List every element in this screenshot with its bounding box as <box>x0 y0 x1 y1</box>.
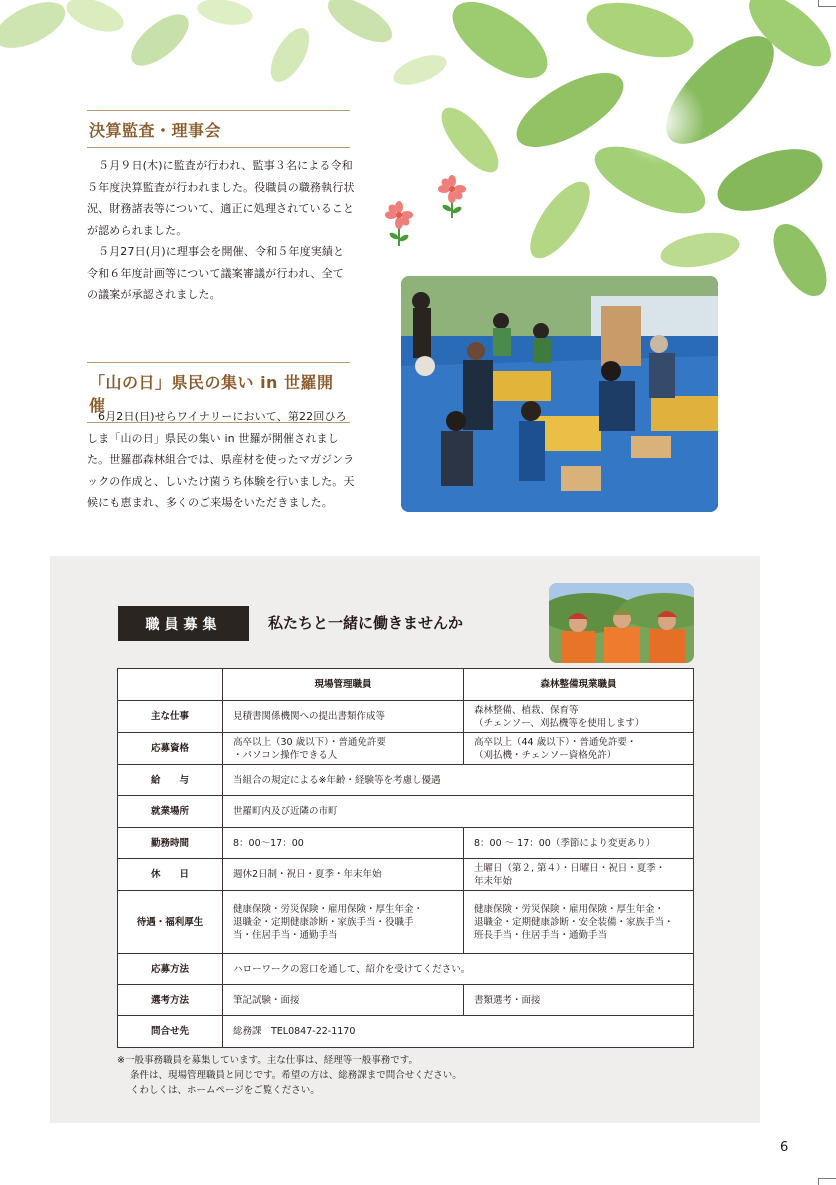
event-photo <box>401 276 718 512</box>
row-head: 休 日 <box>118 859 223 891</box>
table-row <box>118 1016 694 1048</box>
table-row <box>118 954 694 985</box>
audit-paragraph: ５月９日(木)に監査が行われ、監事３名による令和５年度決算監査が行われました。役職員の職務執行状況、財務諸表等について、適正に処理されていることが認められました。 <box>87 159 355 237</box>
audit-title: 決算監査・理事会 <box>87 110 350 148</box>
page-number: 6 <box>780 1140 789 1155</box>
table-header-cell: 森林整備現業職員 <box>464 669 694 701</box>
table-row <box>118 701 694 733</box>
recruit-table <box>117 668 694 1048</box>
table-cell: 当組合の規定による※年齢・経験等を考慮し優遇 <box>223 765 694 796</box>
table-cell: 書類選考・面接 <box>464 985 694 1016</box>
table-row <box>118 733 694 765</box>
staff-photo <box>549 583 694 663</box>
table-row <box>118 891 694 954</box>
row-head: 選考方法 <box>118 985 223 1016</box>
table-row <box>118 765 694 796</box>
note-line: くわしくは、ホームページをご覧ください。 <box>130 1085 320 1096</box>
table-cell: 土曜日（第２, 第４）・日曜日・祝日・夏季・ 年末年始 <box>464 859 694 891</box>
mountain-day-paragraph: 6月2日(日)せらワイナリーにおいて、第22回ひろしま「山の日」県民の集い in 世羅が開催されました。世羅郡森林組合では、県産材を使ったマガジンラックの作成と、しいたけ菌うち体験を行いました。天候にも恵まれ、多くのご来場をいただきました。 <box>87 410 355 509</box>
table-cell: 8：00 ～ 17：00（季節により変更あり） <box>464 828 694 859</box>
table-row <box>118 828 694 859</box>
table-cell: 健康保険・労災保険・雇用保険・厚生年金・ 退職金・定期健康診断・安全装備・家族手当・ 班長手当・住居手当・通勤手当 <box>464 891 694 954</box>
table-cell: 週休2日制・祝日・夏季・年末年始 <box>223 859 464 891</box>
table-cell: 8：00～17：00 <box>223 828 464 859</box>
table-header-cell: 現場管理職員 <box>223 669 464 701</box>
note-line: ※一般事務職員を募集しています。主な仕事は、経理等一般事務です。 <box>117 1055 418 1066</box>
flower-icon <box>384 200 414 248</box>
table-cell: 筆記試験・面接 <box>223 985 464 1016</box>
row-head: 問合せ先 <box>118 1016 223 1048</box>
mountain-day-body <box>87 406 355 514</box>
row-head: 主な仕事 <box>118 701 223 733</box>
crop-mark <box>818 1178 836 1179</box>
row-head: 就業場所 <box>118 796 223 828</box>
table-row <box>118 796 694 828</box>
table-cell: 世羅町内及び近隣の市町 <box>223 796 694 828</box>
crop-mark <box>818 1178 819 1185</box>
row-head: 給 与 <box>118 765 223 796</box>
table-row <box>118 859 694 891</box>
recruit-label: 職員募集 <box>118 606 249 641</box>
table-cell: 見積書関係機関への提出書類作成等 <box>223 701 464 733</box>
table-cell: 高卒以上（44 歳以下）・普通免許要・ （刈払機・チェンソー資格免許） <box>464 733 694 765</box>
recruit-subtitle: 私たちと一緒に働きませんか <box>268 614 464 632</box>
row-head: 応募資格 <box>118 733 223 765</box>
audit-body <box>87 155 355 306</box>
table-header-row <box>118 669 694 701</box>
table-cell: 総務課 TEL0847-22-1170 <box>223 1016 694 1048</box>
mountain-day-title: 「山の日」県民の集い in 世羅開催 <box>87 362 350 423</box>
note-line: 条件は、現場管理職員と同じです。希望の方は、総務課まで問合せください。 <box>130 1070 462 1081</box>
table-header-cell <box>118 669 223 701</box>
table-cell: 森林整備、植栽、保育等 （チェンソー、刈払機等を使用します） <box>464 701 694 733</box>
table-row <box>118 985 694 1016</box>
row-head: 応募方法 <box>118 954 223 985</box>
row-head: 勤務時間 <box>118 828 223 859</box>
table-cell: ハローワークの窓口を通して、紹介を受けてください。 <box>223 954 694 985</box>
crop-mark <box>818 6 836 7</box>
table-cell: 健康保険・労災保険・雇用保険・厚生年金・ 退職金・定期健康診断・家族手当・役職手 当・住居手当・通勤手当 <box>223 891 464 954</box>
table-cell: 高卒以上（30 歳以下）・普通免許要 ・パソコン操作できる人 <box>223 733 464 765</box>
row-head: 待遇・福利厚生 <box>118 891 223 954</box>
flower-icon <box>437 174 467 220</box>
recruit-notes <box>117 1053 717 1098</box>
audit-paragraph: ５月27日(月)に理事会を開催、令和５年度実績と令和６年度計画等について議案審議が行われ、全ての議案が承認されました。 <box>87 245 345 301</box>
